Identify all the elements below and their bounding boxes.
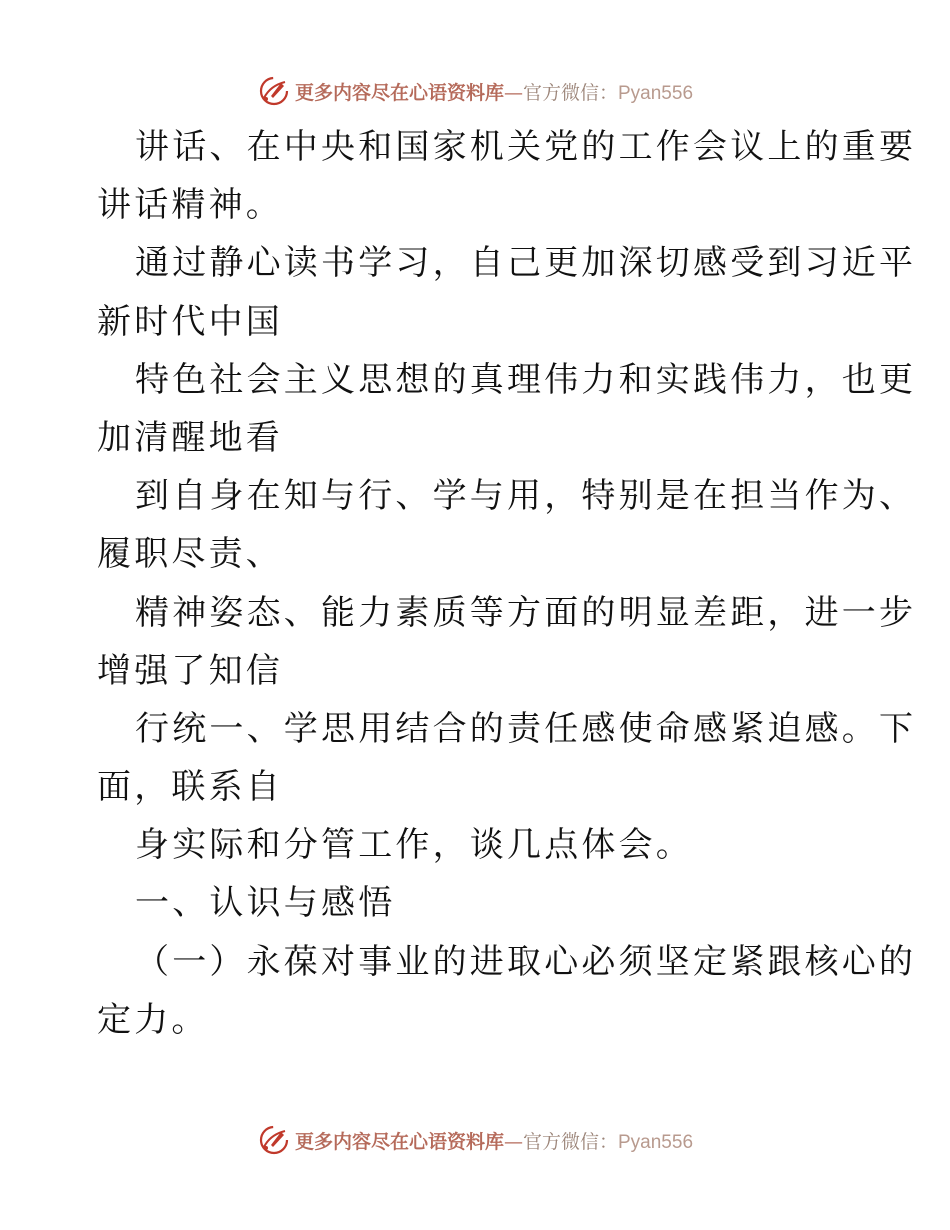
text-line: 新时代中国 <box>97 301 283 342</box>
footer-watermark <box>0 1120 950 1160</box>
watermark-label: 官方微信： <box>522 81 618 104</box>
text-line: 讲话精神。 <box>97 185 283 226</box>
pen-nib-swirl-icon <box>257 74 291 108</box>
pen-nib-swirl-icon <box>257 1123 291 1157</box>
watermark-label: 官方微信： <box>522 1130 618 1153</box>
watermark-separator: — <box>503 1130 523 1153</box>
text-line: 履职尽责、 <box>97 534 283 575</box>
text-line: 特色社会主义思想的真理伟力和实践伟力，也更 <box>135 359 917 400</box>
text-line: 加清醒地看 <box>97 417 283 458</box>
watermark-text <box>295 1127 693 1154</box>
text-line: 通过静心读书学习，自己更加深切感受到习近平 <box>135 243 917 284</box>
text-line: 增强了知信 <box>97 650 283 691</box>
watermark-text <box>295 78 693 105</box>
text-line: 到自身在知与行、学与用，特别是在担当作为、 <box>135 476 917 517</box>
section-heading: 一、认识与感悟 <box>135 883 396 924</box>
header-watermark <box>0 71 950 111</box>
watermark-account: Pyan556 <box>618 82 694 104</box>
text-line: 身实际和分管工作，谈几点体会。 <box>135 825 693 866</box>
text-line: 讲话、在中央和国家机关党的工作会议上的重要 <box>135 127 917 167</box>
text-line: 定力。 <box>97 999 209 1040</box>
watermark-separator: — <box>503 81 523 104</box>
text-line: 面，联系自 <box>97 767 283 808</box>
subsection-heading: （一）永葆对事业的进取心必须坚定紧跟核心的 <box>135 941 917 982</box>
watermark-site: 更多内容尽在心语资料库 <box>294 81 504 104</box>
text-line: 行统一、学思用结合的责任感使命感紧迫感。下 <box>135 708 917 749</box>
watermark-account: Pyan556 <box>618 1131 694 1153</box>
watermark-site: 更多内容尽在心语资料库 <box>294 1130 504 1153</box>
text-line: 精神姿态、能力素质等方面的明显差距，进一步 <box>135 592 917 633</box>
document-body <box>97 118 917 1049</box>
